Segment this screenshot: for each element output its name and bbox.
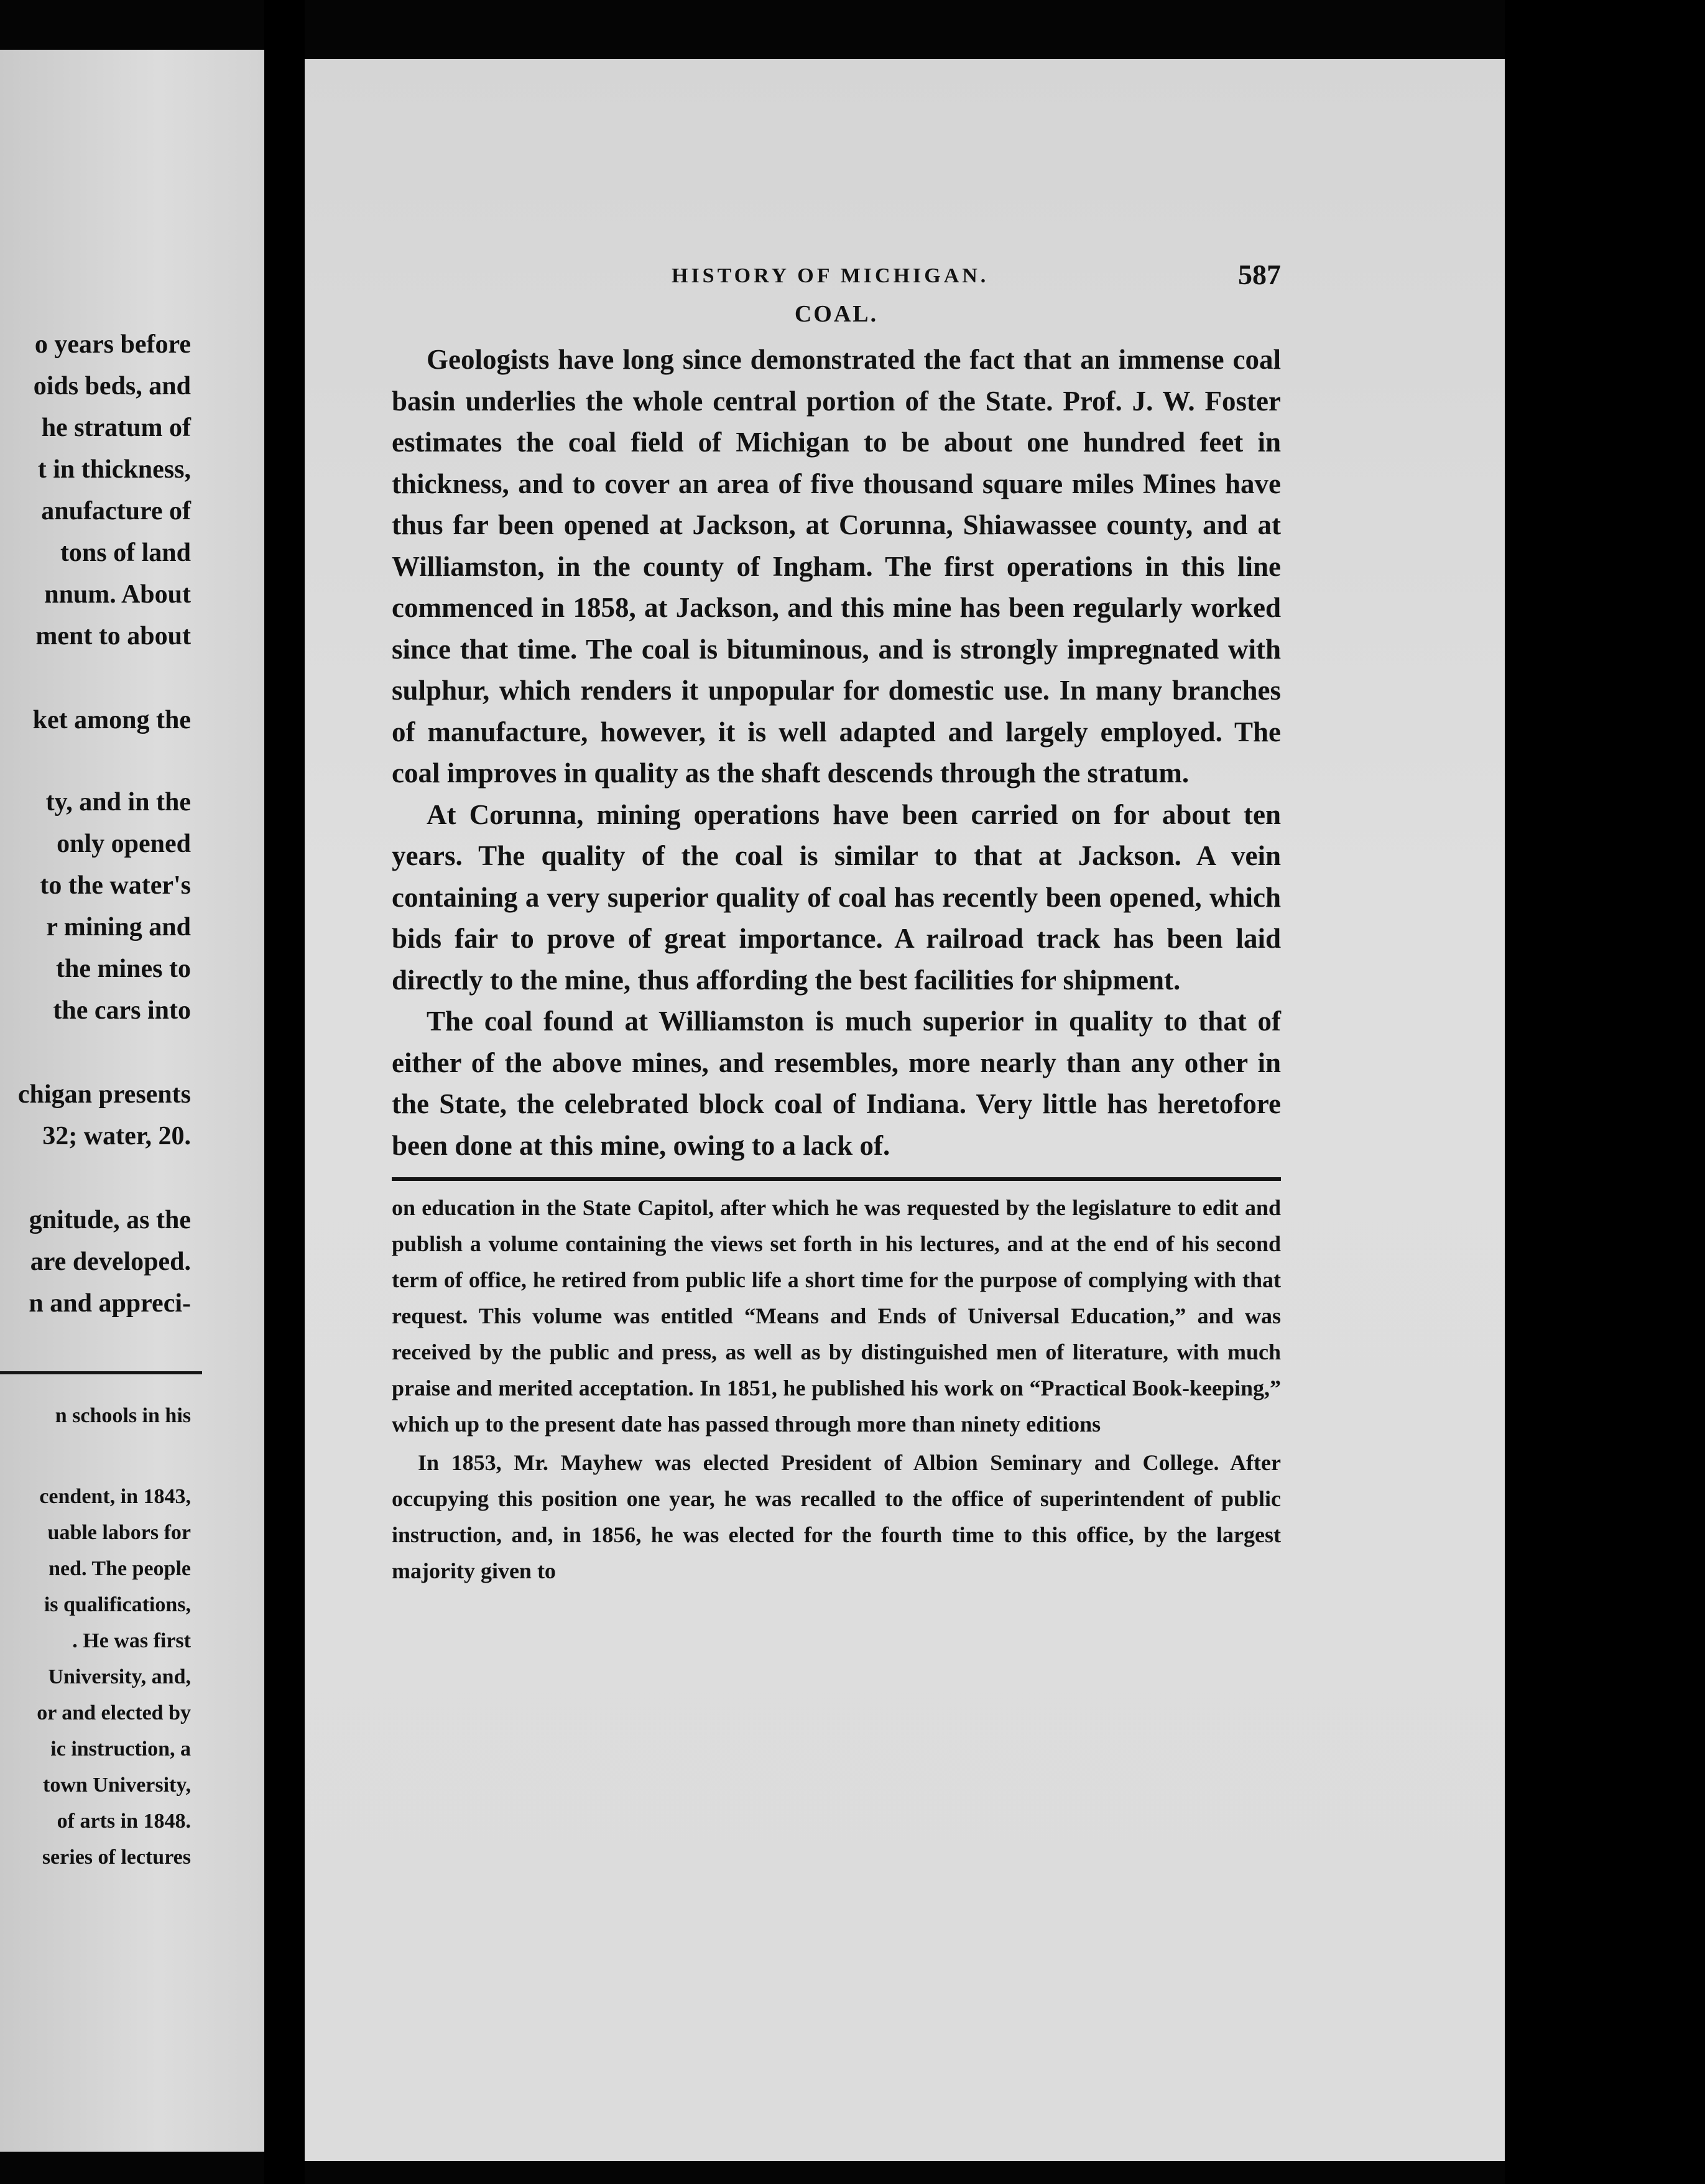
paragraph: At Corunna, mining operations have been carried on for about ten years. The quality of the coal is similar to that at Jackson. A vein containing a very superior quality of coal has recently been opened, which bids fair to prove of great importance. A railroad track has been laid directly to the mine, thus affording the best facilities for shipment. (392, 798, 1281, 996)
section-title: COAL. (794, 301, 879, 327)
body-text (392, 339, 1281, 1166)
facing-page-line: ket among the (32, 706, 191, 734)
facing-page-fragment (0, 50, 264, 2152)
facing-page-line: 32; water, 20. (42, 1122, 191, 1150)
paragraph: The coal found at Williamston is much superior in quality to that of either of the above mines, and resembles, more nearly than any other in the State, the celebrated block coal of Indiana. Very little has heretofore been done at this mine, owing to a lack of. (392, 1006, 1281, 1161)
footnotes (392, 1190, 1281, 1589)
facing-page-line: only opened (57, 830, 191, 858)
facing-page-line: the cars into (53, 996, 191, 1025)
facing-page-line: oids beds, and (33, 372, 191, 400)
facing-page-footnote-line: town University, (43, 1774, 191, 1797)
facing-page-line: gnitude, as the (29, 1206, 191, 1234)
facing-page-footnote-line: University, and, (48, 1665, 191, 1688)
running-head (392, 258, 1281, 295)
scan-background (1505, 0, 1705, 2184)
facing-page-line: are developed. (30, 1247, 191, 1276)
facing-page-line: anufacture of (41, 497, 191, 525)
footnote-paragraph: on education in the State Capitol, after which he was requested by the legislature to edit and publish a volume containing the views set forth in his lectures, and at the end of his second term of office, he retired from public life a short time for the purpose of complying with that request. This volume was entitled “Means and Ends of Universal Education,” and was received by the public and press, as well as by distinguished men of literature, with much praise and merited acceptation. In 1851, he published his work on “Practical Book-keeping,” which up to the present date has passed through more than ninety editions (392, 1195, 1281, 1437)
facing-page-line: tons of land (60, 539, 191, 567)
facing-page-footnote-line: or and elected by (37, 1701, 191, 1724)
book-page (305, 59, 1505, 2161)
facing-page-line: nnum. About (44, 580, 191, 609)
facing-page-footnote-line: series of lectures (42, 1846, 191, 1869)
facing-page-footnote-line: cendent, in 1843, (39, 1485, 191, 1508)
footnote-paragraph: In 1853, Mr. Mayhew was elected President of Albion Seminary and College. After occupying this position one year, he was recalled to the office of superintendent of public instruction, and, in 1856, he was elected for the fourth time to this office, by the largest majority given to (392, 1450, 1281, 1583)
facing-page-footnote-line: ic instruction, a (50, 1737, 191, 1761)
facing-page-footnote-line: ned. The people (49, 1557, 191, 1580)
facing-page-footnote-line: is qualifications, (44, 1593, 191, 1616)
footnote-rule (392, 1177, 1281, 1181)
facing-page-footnote-line: . He was first (72, 1629, 191, 1652)
facing-page-footnote-line: of arts in 1848. (57, 1810, 191, 1833)
facing-page-footnote-rule (0, 1371, 202, 1374)
facing-page-line: o years before (34, 330, 191, 359)
page-content (392, 258, 1281, 1589)
facing-page-line: n and appreci- (29, 1289, 191, 1318)
facing-page-line: the mines to (56, 955, 191, 983)
facing-page-footnote-line: n schools in his (55, 1404, 191, 1427)
facing-page-line: ty, and in the (45, 788, 191, 817)
paragraph: Geologists have long since demonstrated the fact that an immense coal basin underlies the whole central portion of the State. Prof. J. W. Foster estimates the coal field of Michigan to be about one hundred feet in thickness, and to cover an area of five thousand square miles Mines have thus far been opened at Jackson, at Corunna, Shiawassee county, and at Williamston, in the county of Ingham. The first operations in this line commenced in 1858, at Jackson, and this mine has been regularly worked since that time. The coal is bituminous, and is strongly impregnated with sulphur, which renders it unpopular for domestic use. In many branches of manufacture, however, it is well adapted and largely employed. The coal improves in quality as the shaft descends through the stratum. (392, 344, 1281, 789)
running-head-title: HISTORY OF MICHIGAN. (672, 264, 989, 287)
facing-page-line: t in thickness, (37, 455, 191, 484)
facing-page-line: r mining and (46, 913, 191, 942)
facing-page-footnote-line: uable labors for (47, 1521, 191, 1544)
facing-page-line: to the water's (40, 871, 191, 900)
facing-page-line: he stratum of (41, 414, 191, 442)
facing-page-line: ment to about (35, 622, 191, 650)
book-gutter (264, 0, 305, 2184)
page-number: 587 (1238, 259, 1281, 290)
facing-page-line: chigan presents (17, 1080, 191, 1109)
